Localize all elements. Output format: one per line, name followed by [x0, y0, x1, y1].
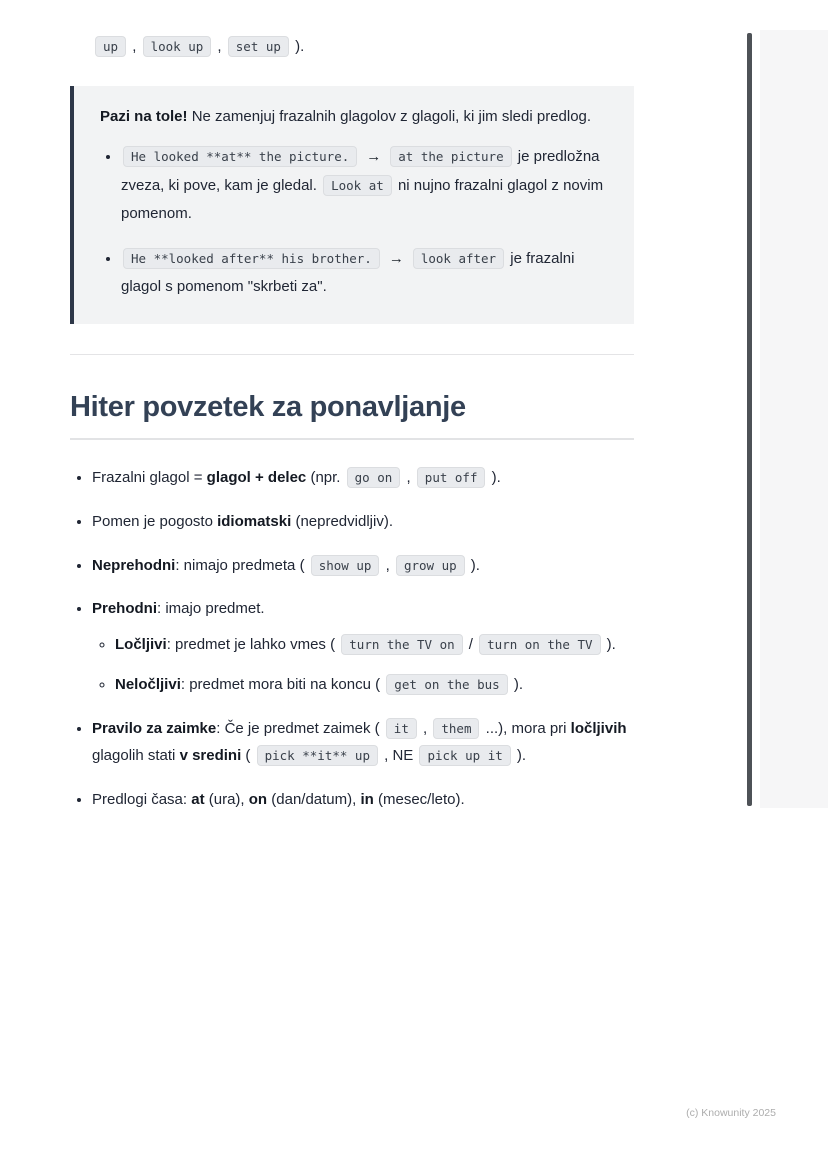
code-chip: up — [95, 36, 126, 57]
code-chip: put off — [417, 467, 486, 488]
text-run: , NE — [379, 747, 418, 765]
text-run: ni nujno frazalni glagol z novim pomenom. — [121, 176, 604, 222]
bold-text: Neločljivi — [115, 675, 181, 693]
code-chip: grow up — [396, 555, 465, 576]
summary-item — [92, 508, 634, 536]
summary-item — [92, 464, 634, 492]
scrollbar-thumb[interactable] — [747, 33, 752, 806]
code-chip: go on — [347, 467, 401, 488]
code-chip: it — [386, 718, 417, 739]
text-run: (nepredvidljiv). — [291, 512, 393, 530]
text-run: ). — [487, 469, 501, 487]
text-run: , — [213, 38, 226, 55]
bold-text: on — [248, 791, 268, 809]
summary-item-text — [92, 600, 265, 617]
text-run: / — [464, 636, 478, 654]
footer-credit: (c) Knowunity 2025 — [686, 1107, 776, 1119]
text-run: glagolih stati — [92, 747, 180, 765]
text-run: , — [402, 469, 415, 487]
bold-text: Ločljivi — [115, 636, 167, 654]
callout-list — [100, 143, 608, 302]
text-run: Pomen je pogosto — [92, 512, 218, 530]
callout-item — [121, 143, 608, 229]
code-chip: pick **it** up — [257, 745, 378, 766]
code-chip: them — [433, 718, 479, 739]
section-heading: Hiter povzetek za ponavljanje — [70, 389, 634, 441]
arrow-icon: → — [388, 249, 404, 267]
code-chip: get on the bus — [386, 674, 507, 695]
summary-item — [92, 552, 634, 580]
bold-text: Prehodni — [92, 600, 158, 618]
summary-list — [70, 464, 634, 814]
intro-line — [93, 34, 634, 60]
bold-text: glagol + delec — [206, 469, 307, 487]
bold-text: Neprehodni — [92, 556, 176, 574]
text-run: je frazalni glagol s pomenom "skrbeti za". — [121, 249, 575, 295]
arrow-icon: → — [366, 148, 382, 165]
bold-text: at — [191, 791, 205, 809]
text-run: je predložna zveza, ki pove, kam je gledal. — [121, 148, 600, 194]
text-run: (npr. — [306, 469, 345, 487]
text-run: ). — [602, 636, 616, 654]
bold-text: ločljivih — [570, 719, 627, 737]
text-run: (mesec/leto). — [373, 791, 465, 809]
text-run: , — [128, 38, 141, 55]
text-run: , — [381, 556, 394, 574]
callout-lead — [100, 104, 608, 130]
text-run: Frazalni glagol = — [92, 469, 207, 487]
code-chip: pick up it — [419, 745, 510, 766]
text-run: ...), mora pri — [481, 719, 571, 737]
code-chip: set up — [228, 36, 289, 57]
bold-text: idiomatski — [217, 512, 292, 530]
callout-item — [121, 245, 608, 302]
right-panel — [760, 30, 828, 808]
code-chip: look up — [143, 36, 212, 57]
code-chip: at the picture — [390, 146, 511, 167]
summary-item — [92, 786, 634, 814]
sub-list — [92, 631, 634, 699]
code-chip: He looked **at** the picture. — [123, 146, 357, 167]
code-chip: look after — [413, 248, 504, 269]
text-run: : nimajo predmeta ( — [175, 556, 309, 574]
sub-item — [115, 631, 634, 659]
code-chip: turn the TV on — [341, 634, 462, 655]
bold-text: in — [360, 791, 374, 809]
text-run: Ne zamenjuj frazalnih glagolov z glagoli, ki jim sledi predlog. — [187, 107, 592, 125]
sub-item — [115, 671, 634, 699]
text-run: : Če je predmet zaimek ( — [216, 719, 384, 737]
document-page — [70, 34, 634, 830]
code-chip: He **looked after** his brother. — [123, 248, 380, 269]
summary-item — [92, 595, 634, 698]
bold-text: v sredini — [179, 747, 242, 765]
bold-text: Pravilo za zaimke — [92, 719, 217, 737]
text-run: : predmet je lahko vmes ( — [166, 636, 340, 654]
text-run: : imajo predmet. — [157, 600, 265, 618]
code-chip: show up — [311, 555, 380, 576]
text-run: (dan/datum), — [267, 791, 361, 809]
text-run: , — [418, 719, 432, 737]
callout-box — [70, 86, 634, 324]
summary-item — [92, 715, 634, 771]
text-run: : predmet mora biti na koncu ( — [180, 675, 385, 693]
text-run: ). — [509, 675, 523, 693]
text-run: ). — [512, 747, 527, 765]
text-run: Predlogi časa: — [92, 791, 192, 809]
text-run: ( — [241, 747, 255, 765]
text-run: ). — [290, 38, 305, 55]
text-run: (ura), — [204, 791, 249, 809]
text-run: ). — [466, 556, 480, 574]
code-chip: turn on the TV — [479, 634, 600, 655]
code-chip: Look at — [323, 175, 392, 196]
bold-text: Pazi na tole! — [100, 107, 188, 125]
divider — [70, 354, 634, 355]
